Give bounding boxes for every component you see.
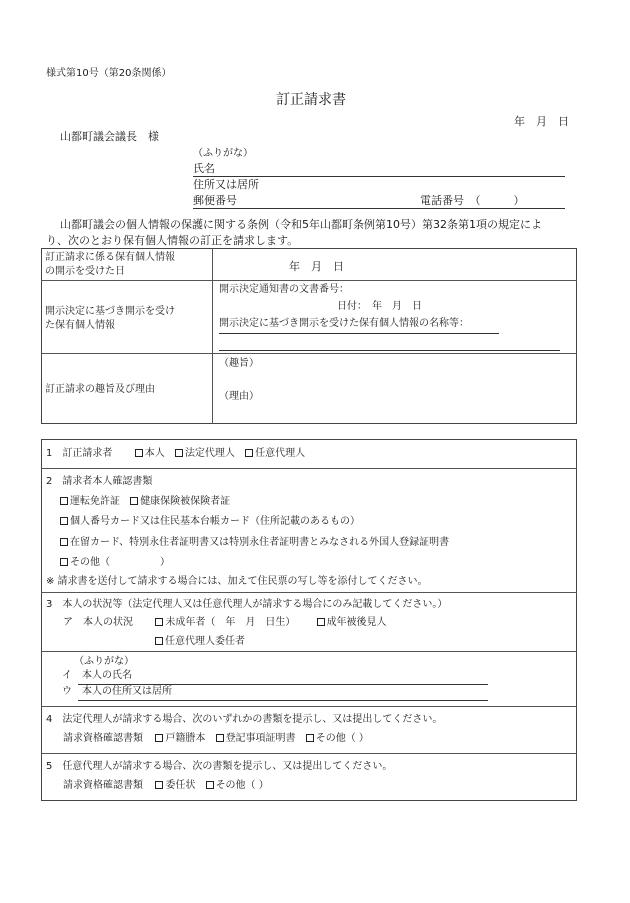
applicant-phone-label: 電話番号 （ ） [420,194,525,207]
requester-legal-agent-checkbox[interactable] [175,449,235,459]
section2-title: 2 請求者本人確認書類 [46,476,153,487]
minor-label: 未成年者（ 年 月 日生） [165,617,296,628]
koseki-label: 戸籍謄本 [165,733,206,744]
applicant-name-label: 氏名 [193,162,215,175]
preamble-line2: り、次のとおり保有個人情報の訂正を請求します。 [46,234,299,247]
section5-other-label: その他（ ） [215,780,269,791]
person-name-line[interactable] [78,684,488,685]
registry-certificate-checkbox[interactable] [216,734,296,744]
date-line: 年 月 日 [514,115,569,128]
requester-table-row-line [41,468,577,469]
applicant-postal-label: 郵便番号 [193,194,237,207]
section2-row1 [60,497,237,507]
applicant-furigana-label: （ふりがな） [193,148,253,159]
section5-docs-label: 請求資格確認書類 [63,780,143,791]
power-of-attorney-label: 委任状 [165,780,196,791]
health-insurance-label: 健康保険被保険者証 [140,496,231,507]
applicant-postal-line[interactable] [193,208,565,209]
disclosed-info-name-line[interactable] [219,350,560,351]
disclosed-info-name-label: 開示決定に基づき開示を受けた保有個人情報の名称等： [219,318,469,329]
decision-doc-number-label: 開示決定通知書の文書番号： [219,284,349,295]
adult-ward-checkbox[interactable] [317,618,387,628]
info-table-divider [212,248,213,424]
person-furigana-label: （ふりがな） [74,656,134,667]
person-name-label: イ 本人の氏名 [62,670,132,681]
requester-voluntary-agent-checkbox[interactable] [245,449,305,459]
form-number: 様式第10号（第20条関係） [46,68,172,79]
section1-label: 1 訂正請求者 [46,448,113,459]
section2-note: ※ 請求書を送付して請求する場合には、加えて住民票の写し等を添付してください。 [46,576,428,587]
person-address-line[interactable] [78,700,488,701]
mynumber-card-label: 個人番号カード又は住民基本台帳カード（住所記載のあるもの） [70,516,360,527]
requester-table-row-line [41,592,577,593]
residence-card-label: 在留カード、特別永住者証明書又は特別永住者証明書とみなされる外国人登録証明書 [70,537,450,548]
section5-docs-row [63,781,276,791]
disclosed-date-value[interactable]: 年 月 日 [289,260,344,273]
correction-reason-label: 訂正請求の趣旨及び理由 [45,384,155,395]
requester-self-checkbox[interactable] [135,449,165,459]
delegator-label: 任意代理人委任者 [165,636,245,647]
requester-table-row-line [41,651,577,652]
disclosed-info-name-line[interactable] [219,333,499,334]
other-document-label: その他（ ） [70,557,170,568]
requester-legal-agent-label: 法定代理人 [184,448,235,459]
section4-docs-label: 請求資格確認書類 [63,733,143,744]
section5-other-checkbox[interactable] [206,781,269,791]
disclosed-info-label: た保有個人情報 [45,320,115,331]
section4-title: 4 法定代理人が請求する場合、次のいずれかの書類を提示し、又は提出してください。 [46,714,443,725]
other-document-checkbox[interactable] [60,558,170,568]
addressee: 山都町議会議長 様 [60,130,159,143]
registry-certificate-label: 登記事項証明書 [225,733,296,744]
section4-other-label: その他（ ） [315,733,369,744]
section3-title: 3 本人の状況等（法定代理人又は任意代理人が請求する場合にのみ記載してください。） [46,599,448,610]
drivers-license-label: 運転免許証 [70,496,120,507]
person-address-label: ウ 本人の住所又は居所 [62,686,172,697]
power-of-attorney-checkbox[interactable] [155,781,195,791]
koseki-checkbox[interactable] [155,734,205,744]
mynumber-card-checkbox[interactable] [60,517,360,527]
applicant-address-label: 住所又は居所 [193,178,259,191]
requester-voluntary-agent-label: 任意代理人 [255,448,306,459]
section4-other-checkbox[interactable] [306,734,369,744]
drivers-license-checkbox[interactable] [60,497,120,507]
decision-date-label: 日付： 年 月 日 [337,301,422,312]
applicant-name-line[interactable] [193,176,565,177]
section5-title: 5 任意代理人が請求する場合、次の書類を提示し、又は提出してください。 [46,761,393,772]
disclosed-date-label: 訂正請求に係る保有個人情報 [45,252,175,263]
minor-checkbox[interactable] [155,618,295,628]
adult-ward-label: 成年被後見人 [326,617,387,628]
disclosed-date-label: の開示を受けた日 [45,266,125,277]
disclosed-info-label: 開示決定に基づき開示を受け [45,306,175,317]
requester-self-label: 本人 [144,448,165,459]
info-table-row-line [41,280,577,281]
section1-row [46,449,312,459]
page-title: 訂正請求書 [276,92,346,108]
residence-card-checkbox[interactable] [60,538,449,548]
preamble-line1: 山都町議会の個人情報の保護に関する条例（令和5年山都町条例第10号）第32条第1項の規定によ [60,218,542,231]
delegator-checkbox[interactable] [155,637,245,647]
correction-purpose-label: （趣旨） [219,358,259,369]
correction-reason-text-label: （理由） [219,391,259,402]
requester-table-row-line [41,753,577,754]
requester-table-row-line [41,706,577,707]
person-status-label: ア 本人の状況 [63,617,133,628]
health-insurance-checkbox[interactable] [130,497,230,507]
info-table-row-line [41,353,577,354]
section3-row-a [63,618,394,628]
section4-docs-row [63,734,376,744]
